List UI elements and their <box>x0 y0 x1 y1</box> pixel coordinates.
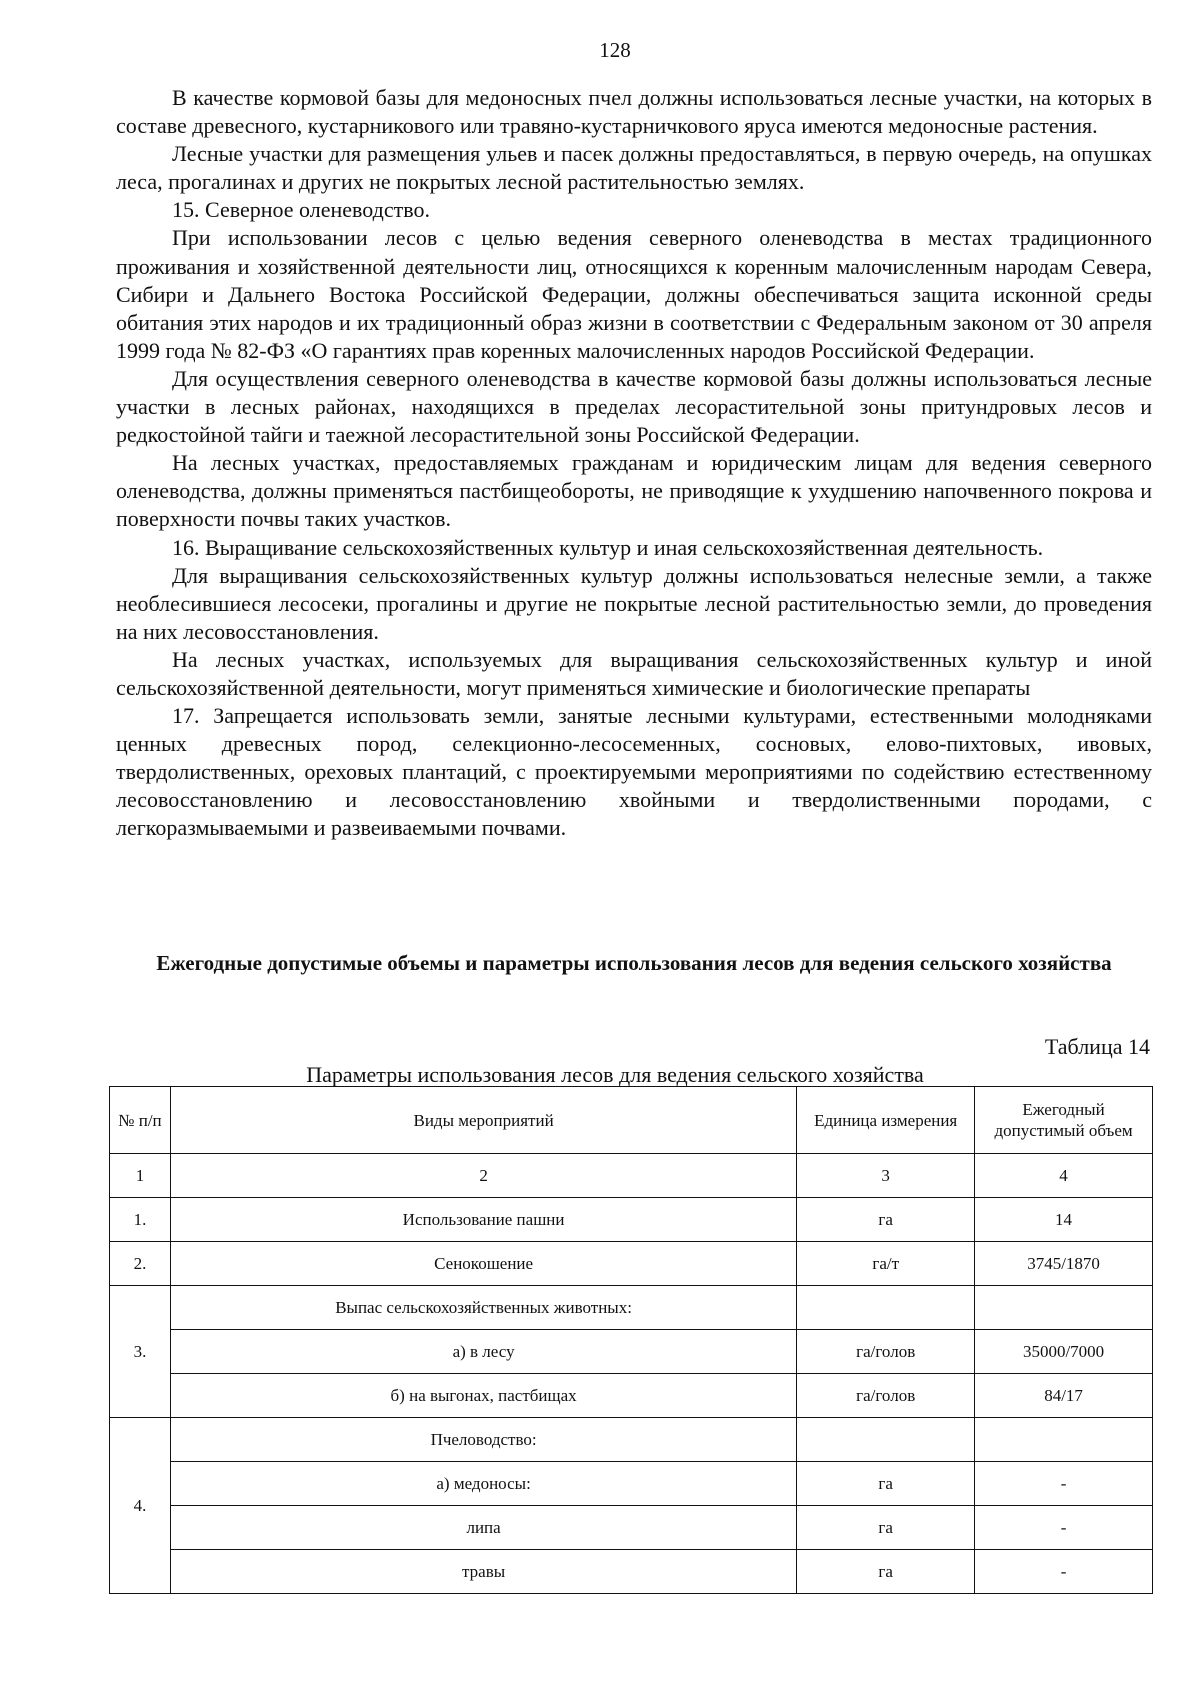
row-unit: га/голов <box>797 1330 975 1374</box>
row-volume: - <box>975 1550 1153 1594</box>
row-unit <box>797 1286 975 1330</box>
table-row <box>110 1418 1153 1462</box>
paragraph: Для осуществления северного оленеводства в качестве кормовой базы должны использоваться лесные участки в лесных районах, находящихся в пределах лесорастительной зоны притундровых лесов и редкостойной тайги и таежной лесорастительной зоны Российской Федерации. <box>116 365 1152 448</box>
row-unit: га <box>797 1506 975 1550</box>
paragraph-section-16: 16. Выращивание сельскохозяйственных культур и иная сельскохозяйственная деятельность. <box>172 534 1044 560</box>
paragraph: Для выращивания сельскохозяйственных культур должны использоваться нелесные земли, а также необлесившиеся лесосеки, прогалины и другие не покрытые лесной растительностью земли, до проведения на них лесовосстановления. <box>116 562 1152 644</box>
paragraph: На лесных участках, используемых для выращивания сельскохозяйственных культур и иной сельскохозяйственной деятельности, могут применяться химические и биологические препараты <box>116 646 1152 700</box>
row-volume <box>975 1418 1153 1462</box>
row-activity: липа <box>170 1506 796 1550</box>
table-row <box>110 1550 1153 1594</box>
column-number: 4 <box>975 1154 1153 1198</box>
row-unit: га <box>797 1462 975 1506</box>
paragraph-section-15: 15. Северное оленеводство. <box>172 197 430 223</box>
row-volume: - <box>975 1506 1153 1550</box>
row-activity: Выпас сельскохозяйственных животных: <box>170 1286 796 1330</box>
table-row <box>110 1242 1153 1286</box>
table-caption: Параметры использования лесов для ведения сельского хозяйства <box>306 1062 924 1087</box>
column-number: 3 <box>797 1154 975 1198</box>
row-number: 1. <box>110 1198 171 1242</box>
row-unit <box>797 1418 975 1462</box>
paragraph: При использовании лесов с целью ведения северного оленеводства в местах традиционного проживания и хозяйственной деятельности лиц, относящихся к коренным малочисленным народам Севера, Сибири и Дальнего Востока Российской Федерации, должны обеспечиваться защита исконной среды обитания этих народов и их традиционный образ жизни в соответствии с Федеральным законом от 30 апреля 1999 года № 82-ФЗ «О гарантиях прав коренных малочисленных народов Российской Федерации. <box>116 225 1152 363</box>
row-volume: 35000/7000 <box>975 1330 1153 1374</box>
body-text <box>116 84 1152 843</box>
paragraph-section-17: 17. Запрещается использовать земли, занятые лесными культурами, естественными молодняками ценных древесных пород, селекционно-лесосеменных, сосновых, елово-пихтовых, ивовых, твердолиственных, ореховых плантаций, с проектируемыми мероприятиями по содействию естественному лесовосстановлению и лесовосстановлению хвойными и твердолиственными породами, с легкоразмываемыми и развеиваемыми почвами. <box>116 703 1152 841</box>
header-number: № п/п <box>110 1087 171 1154</box>
row-number: 3. <box>110 1286 171 1418</box>
row-volume: - <box>975 1462 1153 1506</box>
header-activity: Виды мероприятий <box>170 1087 796 1154</box>
table-row <box>110 1198 1153 1242</box>
row-activity: травы <box>170 1550 796 1594</box>
row-activity: а) медоносы: <box>170 1462 796 1506</box>
table-row <box>110 1506 1153 1550</box>
row-activity: Пчеловодство: <box>170 1418 796 1462</box>
parameters-table <box>109 1086 1153 1594</box>
column-number: 2 <box>170 1154 796 1198</box>
row-volume: 3745/1870 <box>975 1242 1153 1286</box>
row-activity: б) на выгонах, пастбищах <box>170 1374 796 1418</box>
row-number: 4. <box>110 1418 171 1594</box>
table-row <box>110 1286 1153 1330</box>
page-number: 128 <box>599 38 631 62</box>
row-activity: Сенокошение <box>170 1242 796 1286</box>
header-unit: Единица измерения <box>797 1087 975 1154</box>
row-unit: га/т <box>797 1242 975 1286</box>
header-volume: Ежегодный допустимый объем <box>975 1087 1153 1154</box>
row-number: 2. <box>110 1242 171 1286</box>
row-unit: га/голов <box>797 1374 975 1418</box>
row-volume: 14 <box>975 1198 1153 1242</box>
table-row <box>110 1330 1153 1374</box>
row-activity: Использование пашни <box>170 1198 796 1242</box>
table-row <box>110 1374 1153 1418</box>
table-header-row <box>110 1087 1153 1154</box>
column-number: 1 <box>110 1154 171 1198</box>
row-unit: га <box>797 1550 975 1594</box>
paragraph: В качестве кормовой базы для медоносных пчел должны использоваться лесные участки, на которых в составе древесного, кустарникового или травяно-кустарничкового яруса имеются медоносные растения. <box>116 85 1152 139</box>
table-label: Таблица 14 <box>1044 1034 1150 1059</box>
section-heading: Ежегодные допустимые объемы и параметры использования лесов для ведения сельского хозяйства <box>156 951 1112 975</box>
table-row <box>110 1462 1153 1506</box>
paragraph: На лесных участках, предоставляемых гражданам и юридическим лицам для ведения северного оленеводства, должны применяться пастбищеобороты, не приводящие к ухудшению напочвенного покрова и поверхности почвы таких участков. <box>116 450 1152 532</box>
row-activity: а) в лесу <box>170 1330 796 1374</box>
row-volume: 84/17 <box>975 1374 1153 1418</box>
paragraph: Лесные участки для размещения ульев и пасек должны предоставляться, в первую очередь, на опушках леса, прогалинах и других не покрытых лесной растительностью землях. <box>116 141 1152 195</box>
row-volume <box>975 1286 1153 1330</box>
row-unit: га <box>797 1198 975 1242</box>
table-column-numbers-row <box>110 1154 1153 1198</box>
